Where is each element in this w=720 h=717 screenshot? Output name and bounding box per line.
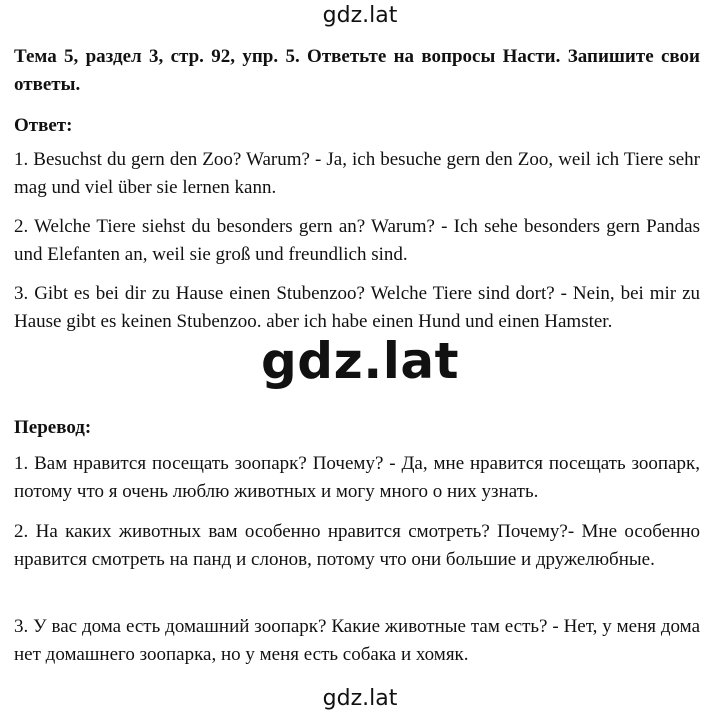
translation-heading: Перевод: xyxy=(14,417,92,438)
watermark-middle: gdz.lat xyxy=(261,332,459,390)
answer-item-2: 2. Welche Tiere siehst du besonders gern an? Warum? - Ich sehe besonders gern Pandas und Elefanten an, weil sie groß und freundlich sind. xyxy=(14,216,700,265)
answer-heading: Ответ: xyxy=(14,115,73,136)
translation-item-2: 2. На каких животных вам особенно нравится смотреть? Почему?- Мне особенно нравится смотреть на панд и слонов, потому что они большие и дружелюбные. xyxy=(14,521,700,570)
answer-item-3: 3. Gibt es bei dir zu Hause einen Stubenzoo? Welche Tiere sind dort? - Nein, bei mir zu Hause gibt es keinen Stubenzoo. aber ich habe einen Hund und einen Hamster. xyxy=(14,283,700,332)
watermark-top: gdz.lat xyxy=(322,3,398,28)
answer-item-1: 1. Besuchst du gern den Zoo? Warum? - Ja, ich besuche gern den Zoo, weil ich Tiere sehr mag und viel über sie lernen kann. xyxy=(14,149,700,198)
watermark-bottom: gdz.lat xyxy=(322,686,398,711)
exercise-title: Тема 5, раздел 3, стр. 92, упр. 5. Ответьте на вопросы Насти. Запишите свои ответы. xyxy=(14,46,700,95)
translation-item-3: 3. У вас дома есть домашний зоопарк? Какие животные там есть? - Нет, у меня дома нет домашнего зоопарка, но у меня есть собака и хомяк. xyxy=(14,616,700,665)
translation-item-1: 1. Вам нравится посещать зоопарк? Почему? - Да, мне нравится посещать зоопарк, потому что я очень люблю животных и могу много о них узнать. xyxy=(14,453,700,502)
